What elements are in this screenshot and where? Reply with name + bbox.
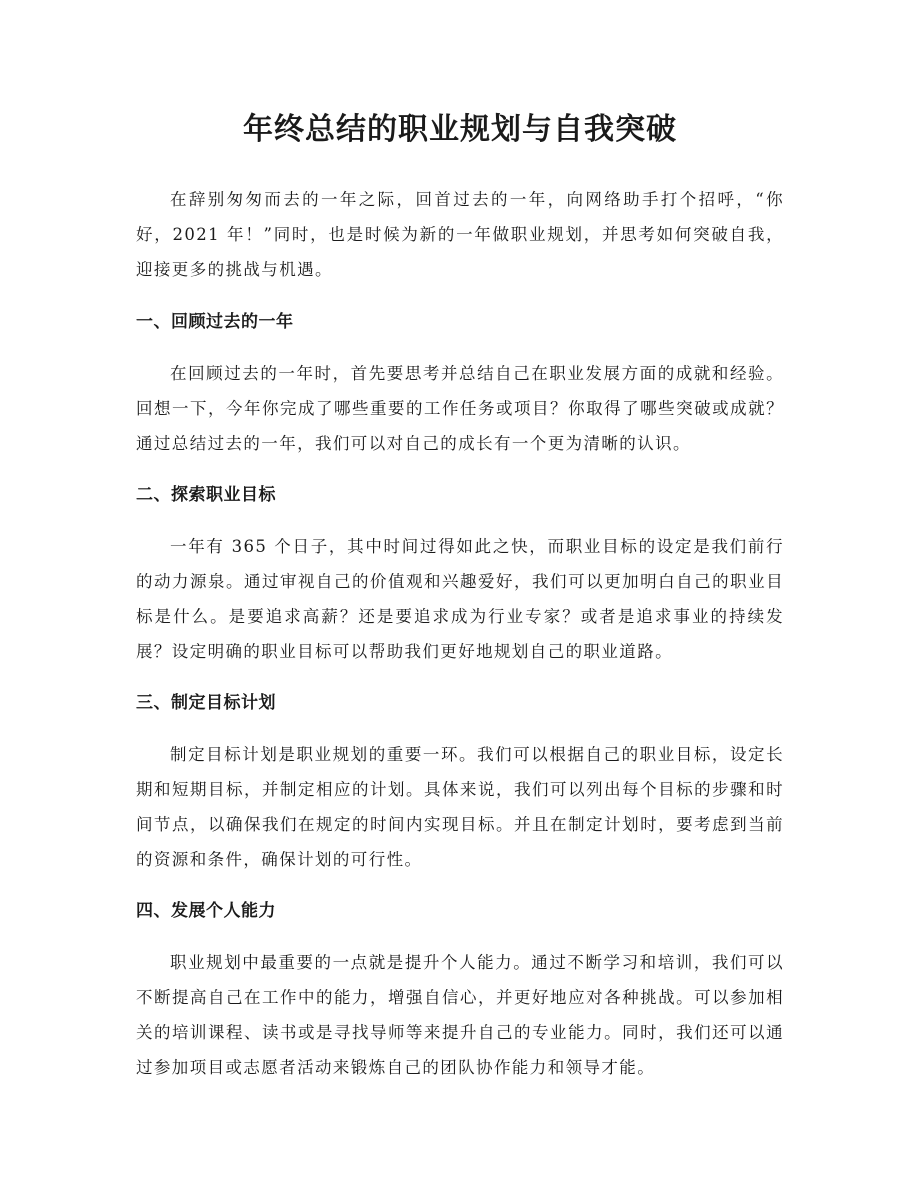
document-title: 年终总结的职业规划与自我突破 xyxy=(243,112,677,147)
section-body-goals: 一年有 365 个日子，其中时间过得如此之快，而职业目标的设定是我们前行的动力源泉。通过审视自己的价值观和兴趣爱好，我们可以更加明白自己的职业目标是什么。是要追求高薪？还是要追求成为行业专家？或者是追求事业的持续发展？设定明确的职业目标可以帮助我们更好地规划自己的职业道路。 xyxy=(136,537,784,661)
section-heading-abilities: 四、发展个人能力 xyxy=(136,901,276,921)
section-body-abilities: 职业规划中最重要的一点就是提升个人能力。通过不断学习和培训，我们可以不断提高自己在工作中的能力，增强自信心，并更好地应对各种挑战。可以参加相关的培训课程、读书或是寻找导师等来提升自己的专业能力。同时，我们还可以通过参加项目或志愿者活动来锻炼自己的团队协作能力和领导才能。 xyxy=(136,953,784,1077)
section-heading-review: 一、回顾过去的一年 xyxy=(136,312,294,332)
section-body-plan: 制定目标计划是职业规划的重要一环。我们可以根据自己的职业目标，设定长期和短期目标，并制定相应的计划。具体来说，我们可以列出每个目标的步骤和时间节点，以确保我们在规定的时间内实现目标。并且在制定计划时，要考虑到当前的资源和条件，确保计划的可行性。 xyxy=(136,745,784,869)
section-heading-plan: 三、制定目标计划 xyxy=(136,693,276,713)
section-body-review: 在回顾过去的一年时，首先要思考并总结自己在职业发展方面的成就和经验。回想一下，今年你完成了哪些重要的工作任务或项目？你取得了哪些突破或成就？通过总结过去的一年，我们可以对自己的成长有一个更为清晰的认识。 xyxy=(136,364,784,453)
section-heading-goals: 二、探索职业目标 xyxy=(136,485,276,505)
intro-paragraph: 在辞别匆匆而去的一年之际，回首过去的一年，向网络助手打个招呼，“你好，2021 年！”同时，也是时候为新的一年做职业规划，并思考如何突破自我，迎接更多的挑战与机遇。 xyxy=(136,190,784,279)
